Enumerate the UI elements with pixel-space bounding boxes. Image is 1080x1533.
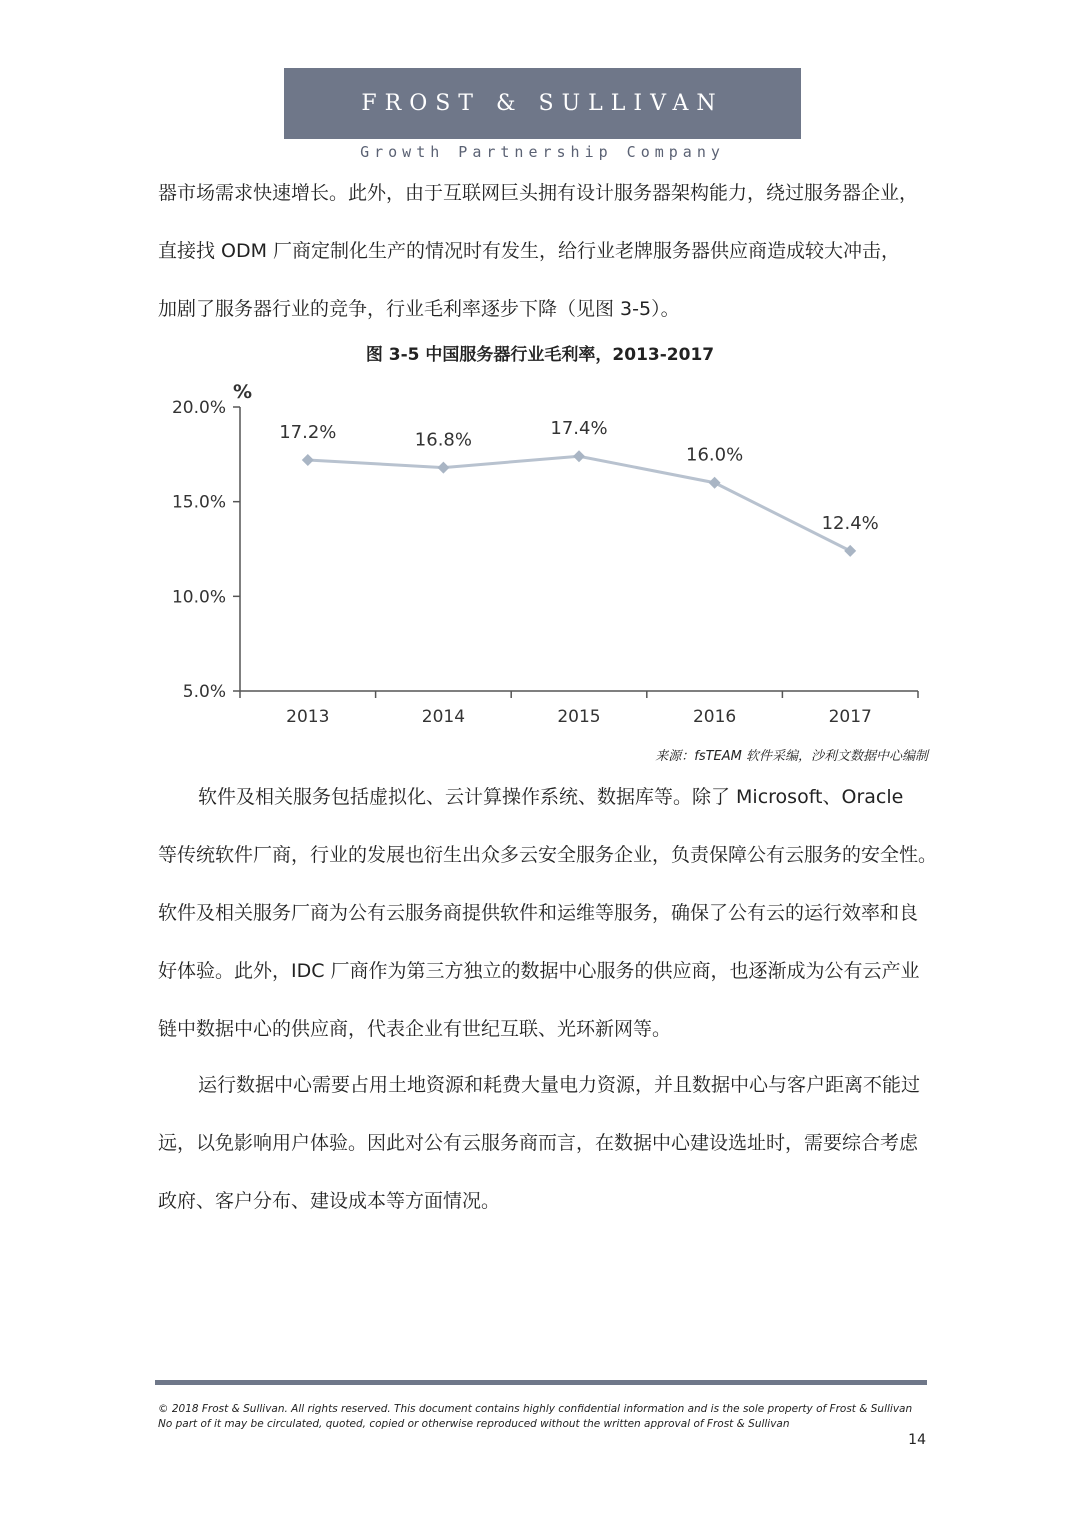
data-label: 17.4% xyxy=(550,418,608,440)
y-tick-label: 15.0% xyxy=(171,492,226,513)
footer-divider xyxy=(155,1380,927,1385)
notice-line: No part of it may be circulated, quoted, copied or otherwise reproduced without the written approval of Frost & Sullivan xyxy=(158,1418,790,1430)
paragraph-data-center xyxy=(158,1073,928,1247)
x-tick-label: 2014 xyxy=(421,707,466,727)
text-line: 软件及相关服务包括虚拟化、云计算操作系统、数据库等。除了 Microsoft、Oracle xyxy=(198,786,904,808)
copyright-line: © 2018 Frost & Sullivan. All rights reserved. This document contains highly confidential information and is the sole property of Frost & Sullivan xyxy=(158,1403,913,1415)
text-line: 好体验。此外，IDC 厂商作为第三方独立的数据中心服务的供应商，也逐渐成为公有云产业 xyxy=(158,960,920,982)
page-number: 14 xyxy=(908,1432,926,1448)
figure-title: 图 3-5 中国服务器行业毛利率，2013-2017 xyxy=(365,345,715,365)
logo-text: FROST & SULLIVAN xyxy=(361,91,724,116)
data-label: 12.4% xyxy=(821,512,879,534)
x-tick-label: 2017 xyxy=(828,707,872,727)
text-line: 软件及相关服务厂商为公有云服务商提供软件和运维等服务，确保了公有云的运行效率和良 xyxy=(158,902,919,924)
paragraph-software-services xyxy=(158,785,938,1075)
text-line: 政府、客户分布、建设成本等方面情况。 xyxy=(158,1190,501,1212)
data-point-marker xyxy=(302,454,314,466)
frost-sullivan-logo xyxy=(284,68,801,139)
data-label: 16.8% xyxy=(414,429,472,451)
figure-source: 来源：fsTEAM 软件采编，沙利文数据中心编制 xyxy=(655,749,928,764)
text-line: 运行数据中心需要占用土地资源和耗费大量电力资源，并且数据中心与客户距离不能过 xyxy=(198,1074,921,1096)
paragraph-server-market xyxy=(158,181,928,355)
data-point-marker xyxy=(709,477,721,489)
data-point-marker xyxy=(844,545,856,557)
logo-tagline: Growth Partnership Company xyxy=(360,143,725,161)
footer-copyright xyxy=(158,1402,938,1432)
text-line: 等传统软件厂商，行业的发展也衍生出众多云安全服务企业，负责保障公有云服务的安全性。 xyxy=(158,844,938,866)
x-tick-label: 2016 xyxy=(692,707,737,727)
text-line: 远，以免影响用户体验。因此对公有云服务商而言，在数据中心建设选址时，需要综合考虑 xyxy=(158,1132,919,1154)
text-line: 加剧了服务器行业的竞争，行业毛利率逐步下降（见图 3-5）。 xyxy=(158,298,680,320)
y-axis-unit-label: % xyxy=(233,381,253,403)
data-label: 16.0% xyxy=(686,444,744,466)
data-point-marker xyxy=(437,462,449,474)
text-line: 器市场需求快速增长。此外，由于互联网巨头拥有设计服务器架构能力，绕过服务器企业， xyxy=(158,182,919,204)
data-label: 17.2% xyxy=(279,422,337,444)
data-point-marker xyxy=(573,450,585,462)
x-tick-label: 2015 xyxy=(557,707,601,727)
gross-margin-line-chart xyxy=(150,370,940,740)
text-line: 链中数据中心的供应商，代表企业有世纪互联、光环新网等。 xyxy=(158,1018,672,1040)
series-line xyxy=(308,456,850,551)
x-tick-label: 2013 xyxy=(286,707,330,727)
y-tick-label: 5.0% xyxy=(182,682,226,702)
y-tick-label: 20.0% xyxy=(171,398,226,418)
y-tick-label: 10.0% xyxy=(171,587,226,608)
text-line: 直接找 ODM 厂商定制化生产的情况时有发生，给行业老牌服务器供应商造成较大冲击， xyxy=(158,240,901,262)
